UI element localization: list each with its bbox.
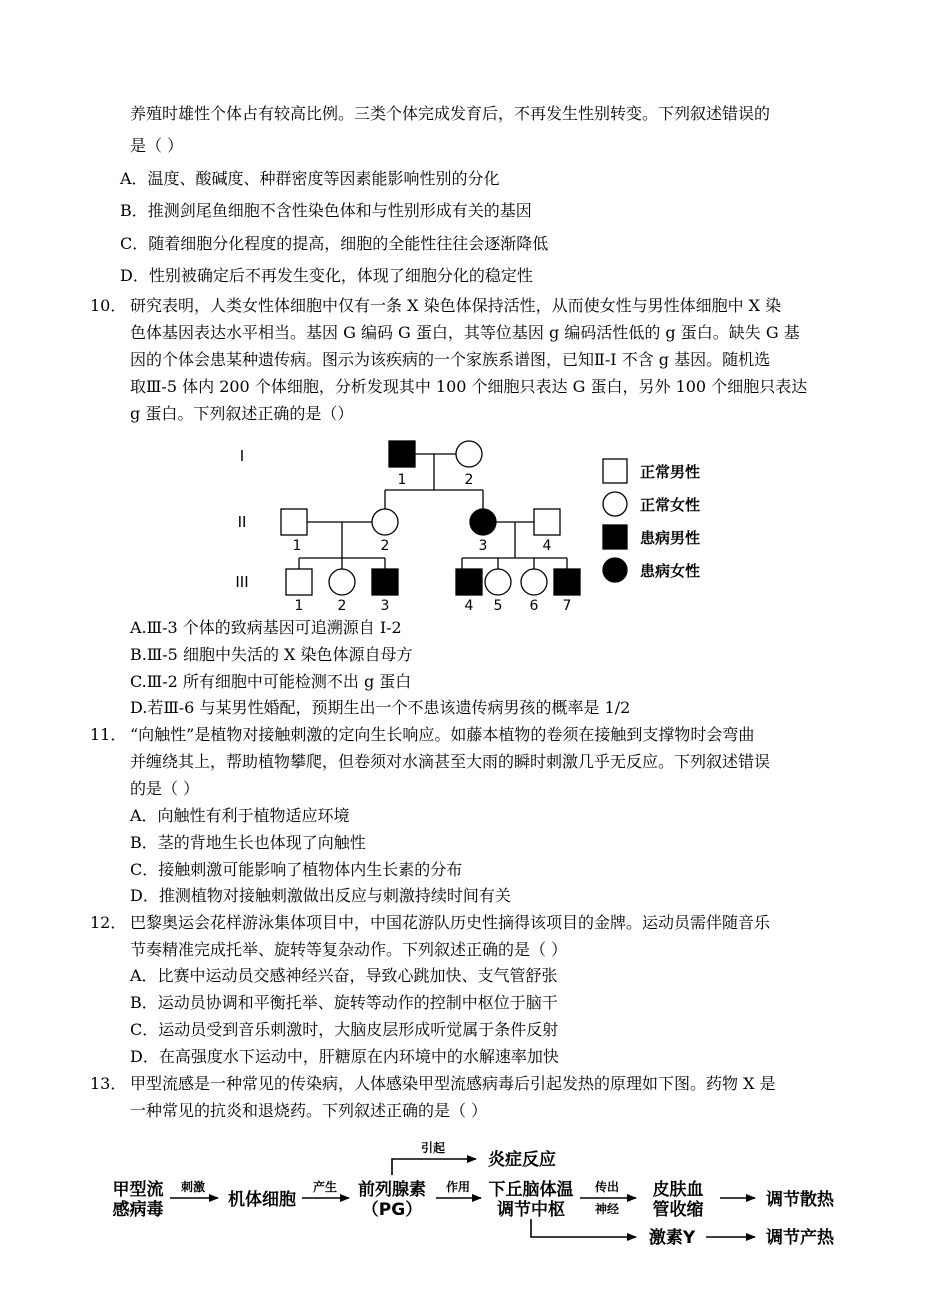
- flow-label-act: 作用: [445, 1180, 471, 1194]
- q13-number: 13．: [90, 1074, 127, 1093]
- q11-stem-line-1: “向触性”是植物对接触刺激的定向生长响应。如藤本植物的卷须在接触到支撑物时会弯曲: [130, 725, 755, 744]
- label-I-1: 1: [397, 472, 407, 488]
- flow-body-cell: 机体细胞: [228, 1190, 296, 1210]
- label-I-2: 2: [464, 472, 474, 488]
- label-III-7: 7: [562, 598, 572, 614]
- flow-hormone-y: 激素Y: [648, 1228, 696, 1248]
- flow-virus-line-1: 甲型流: [112, 1180, 164, 1200]
- pedigree-II-4-normal-male: [534, 509, 560, 535]
- flow-heat-production: 调节产热: [766, 1228, 834, 1248]
- q10-stem-line-4: 取Ⅲ-5 体内 200 个体细胞，分析发现其中 100 个细胞只表达 G 蛋白，另外 100 个细胞只表达: [130, 377, 808, 396]
- flow-label-produce: 产生: [312, 1180, 338, 1194]
- flow-pg-line-2: （PG）: [361, 1200, 423, 1220]
- q13-stem-line-2: 一种常见的抗炎和退烧药。下列叙述正确的是（ ）: [130, 1101, 488, 1120]
- q12-stem-line-1: 巴黎奥运会花样游泳集体项目中，中国花游队历史性摘得该项目的金牌。运动员需伴随音乐: [130, 913, 771, 932]
- legend-normal-female: 正常女性: [640, 496, 701, 514]
- q11-option-a: A．向触性有利于植物适应环境: [130, 806, 350, 825]
- q10-stem-line-1: 研究表明，人类女性体细胞中仅有一条 X 染色体保持活性，从而使女性与男性体细胞中 X 染: [130, 296, 782, 315]
- q11-stem-line-3: 的是（ ）: [130, 779, 200, 798]
- q11-stem-line-2: 并缠绕其上，帮助植物攀爬，但卷须对水滴甚至大雨的瞬时刺激几乎无反应。下列叙述错误: [130, 752, 771, 771]
- label-III-5: 5: [493, 598, 503, 614]
- pedigree-III-4-affected-male: [456, 569, 482, 595]
- q11-option-d: D．推测植物对接触刺激做出反应与刺激持续时间有关: [130, 886, 511, 905]
- flow-hypothalamus-line-1: 下丘脑体温: [488, 1180, 574, 1200]
- flow-skin-line-2: 管收缩: [652, 1200, 704, 1220]
- q9-option-c: C．随着细胞分化程度的提高，细胞的全能性往往会逐渐降低: [120, 234, 549, 253]
- pedigree-II-1-normal-male: [281, 509, 307, 535]
- flow-pg-line-1: 前列腺素: [358, 1180, 426, 1200]
- legend-affected-male: 患病男性: [640, 529, 701, 547]
- label-III-3: 3: [380, 598, 390, 614]
- pedigree-II-3-affected-female: [470, 509, 496, 535]
- pedigree-III-3-affected-male: [372, 569, 398, 595]
- q10-stem-line-5: g 蛋白。下列叙述正确的是（）: [130, 404, 354, 423]
- label-III-1: 1: [294, 598, 304, 614]
- fever-mechanism-diagram: [100, 1135, 860, 1255]
- q10-number: 10．: [90, 296, 127, 315]
- pedigree-II-2-normal-female: [372, 509, 398, 535]
- label-II-4: 4: [542, 538, 552, 554]
- q9-option-a: A．温度、酸碱度、种群密度等因素能影响性别的分化: [120, 169, 500, 188]
- q11-option-b: B．茎的背地生长也体现了向触性: [130, 833, 366, 852]
- pedigree-I-2-normal-female: [456, 441, 482, 467]
- legend-affected-female-symbol: [603, 558, 627, 582]
- gen-label-2: II: [237, 513, 247, 531]
- q10-option-c: C.Ⅲ-2 所有细胞中可能检测不出 g 蛋白: [130, 672, 412, 691]
- q11-number: 11．: [90, 725, 127, 744]
- flow-skin-line-1: 皮肤血: [652, 1180, 704, 1200]
- q12-option-b: B．运动员协调和平衡托举、旋转等动作的控制中枢位于脑干: [130, 993, 558, 1012]
- flow-label-stimulate: 刺激: [180, 1180, 206, 1194]
- label-II-3: 3: [478, 538, 488, 554]
- gen-label-3: III: [235, 573, 249, 591]
- pedigree-I-1-affected-male: [389, 441, 415, 467]
- legend-affected-male-symbol: [603, 525, 627, 549]
- flow-heat-loss: 调节散热: [766, 1190, 834, 1210]
- q9-option-b: B．推测剑尾鱼细胞不含性染色体和与性别形成有关的基因: [120, 201, 532, 220]
- q12-stem-line-2: 节奏精准完成托举、旋转等复杂动作。下列叙述正确的是（ ）: [130, 940, 568, 959]
- pedigree-III-5-normal-female: [485, 569, 511, 595]
- pedigree-diagram: [220, 432, 720, 616]
- pedigree-III-1-normal-male: [286, 569, 312, 595]
- pedigree-III-6-normal-female: [521, 569, 547, 595]
- q11-option-c: C．接触刺激可能影响了植物体内生长素的分布: [130, 860, 463, 879]
- q13-stem-line-1: 甲型流感是一种常见的传染病，人体感染甲型流感病毒后引起发热的原理如下图。药物 X 是: [130, 1074, 776, 1093]
- flow-hypothalamus-line-2: 调节中枢: [497, 1200, 565, 1220]
- label-III-4: 4: [464, 598, 474, 614]
- legend-normal-female-symbol: [603, 492, 627, 516]
- q12-option-a: A．比赛中运动员交感神经兴奋，导致心跳加快、支气管舒张: [130, 966, 558, 985]
- gen-label-1: I: [239, 447, 245, 465]
- label-III-6: 6: [529, 598, 539, 614]
- q9-stem-line-2: 是（ ）: [130, 136, 184, 155]
- q10-stem-line-2: 色体基因表达水平相当。基因 G 编码 G 蛋白，其等位基因 g 编码活性低的 g 蛋白。缺失 G 基: [130, 323, 800, 342]
- pedigree-III-2-normal-female: [329, 569, 355, 595]
- q10-option-d: D.若Ⅲ-6 与某男性婚配，预期生出一个不患该遗传病男孩的概率是 1/2: [130, 698, 631, 717]
- legend-affected-female: 患病女性: [640, 562, 701, 580]
- q12-number: 12．: [90, 913, 127, 932]
- label-III-2: 2: [337, 598, 347, 614]
- flow-label-efferent-1: 传出: [594, 1180, 620, 1194]
- q12-option-c: C．运动员受到音乐刺激时，大脑皮层形成听觉属于条件反射: [130, 1020, 559, 1039]
- q10-stem-line-3: 因的个体会患某种遗传病。图示为该疾病的一个家族系谱图，已知Ⅱ-I 不含 g 基因。随机选: [130, 350, 771, 369]
- legend-normal-male: 正常男性: [640, 463, 701, 481]
- q12-option-d: D．在高强度水下运动中，肝糖原在内环境中的水解速率加快: [130, 1047, 559, 1066]
- q10-option-b: B.Ⅲ-5 细胞中失活的 X 染色体源自母方: [130, 645, 413, 664]
- q10-option-a: A.Ⅲ-3 个体的致病基因可追溯源自 I-2: [130, 618, 402, 637]
- label-II-1: 1: [292, 538, 302, 554]
- flow-label-cause: 引起: [420, 1141, 446, 1155]
- pedigree-III-7-affected-male: [554, 569, 580, 595]
- label-II-2: 2: [380, 538, 390, 554]
- flow-label-efferent-2: 神经: [594, 1202, 620, 1216]
- flow-inflammation: 炎症反应: [488, 1150, 556, 1170]
- flow-virus-line-2: 感病毒: [112, 1200, 164, 1220]
- legend-normal-male-symbol: [603, 459, 627, 483]
- q9-stem-line-1: 养殖时雄性个体占有较高比例。三类个体完成发育后，不再发生性别转变。下列叙述错误的: [130, 104, 771, 123]
- q9-option-d: D．性别被确定后不再发生变化，体现了细胞分化的稳定性: [120, 266, 533, 285]
